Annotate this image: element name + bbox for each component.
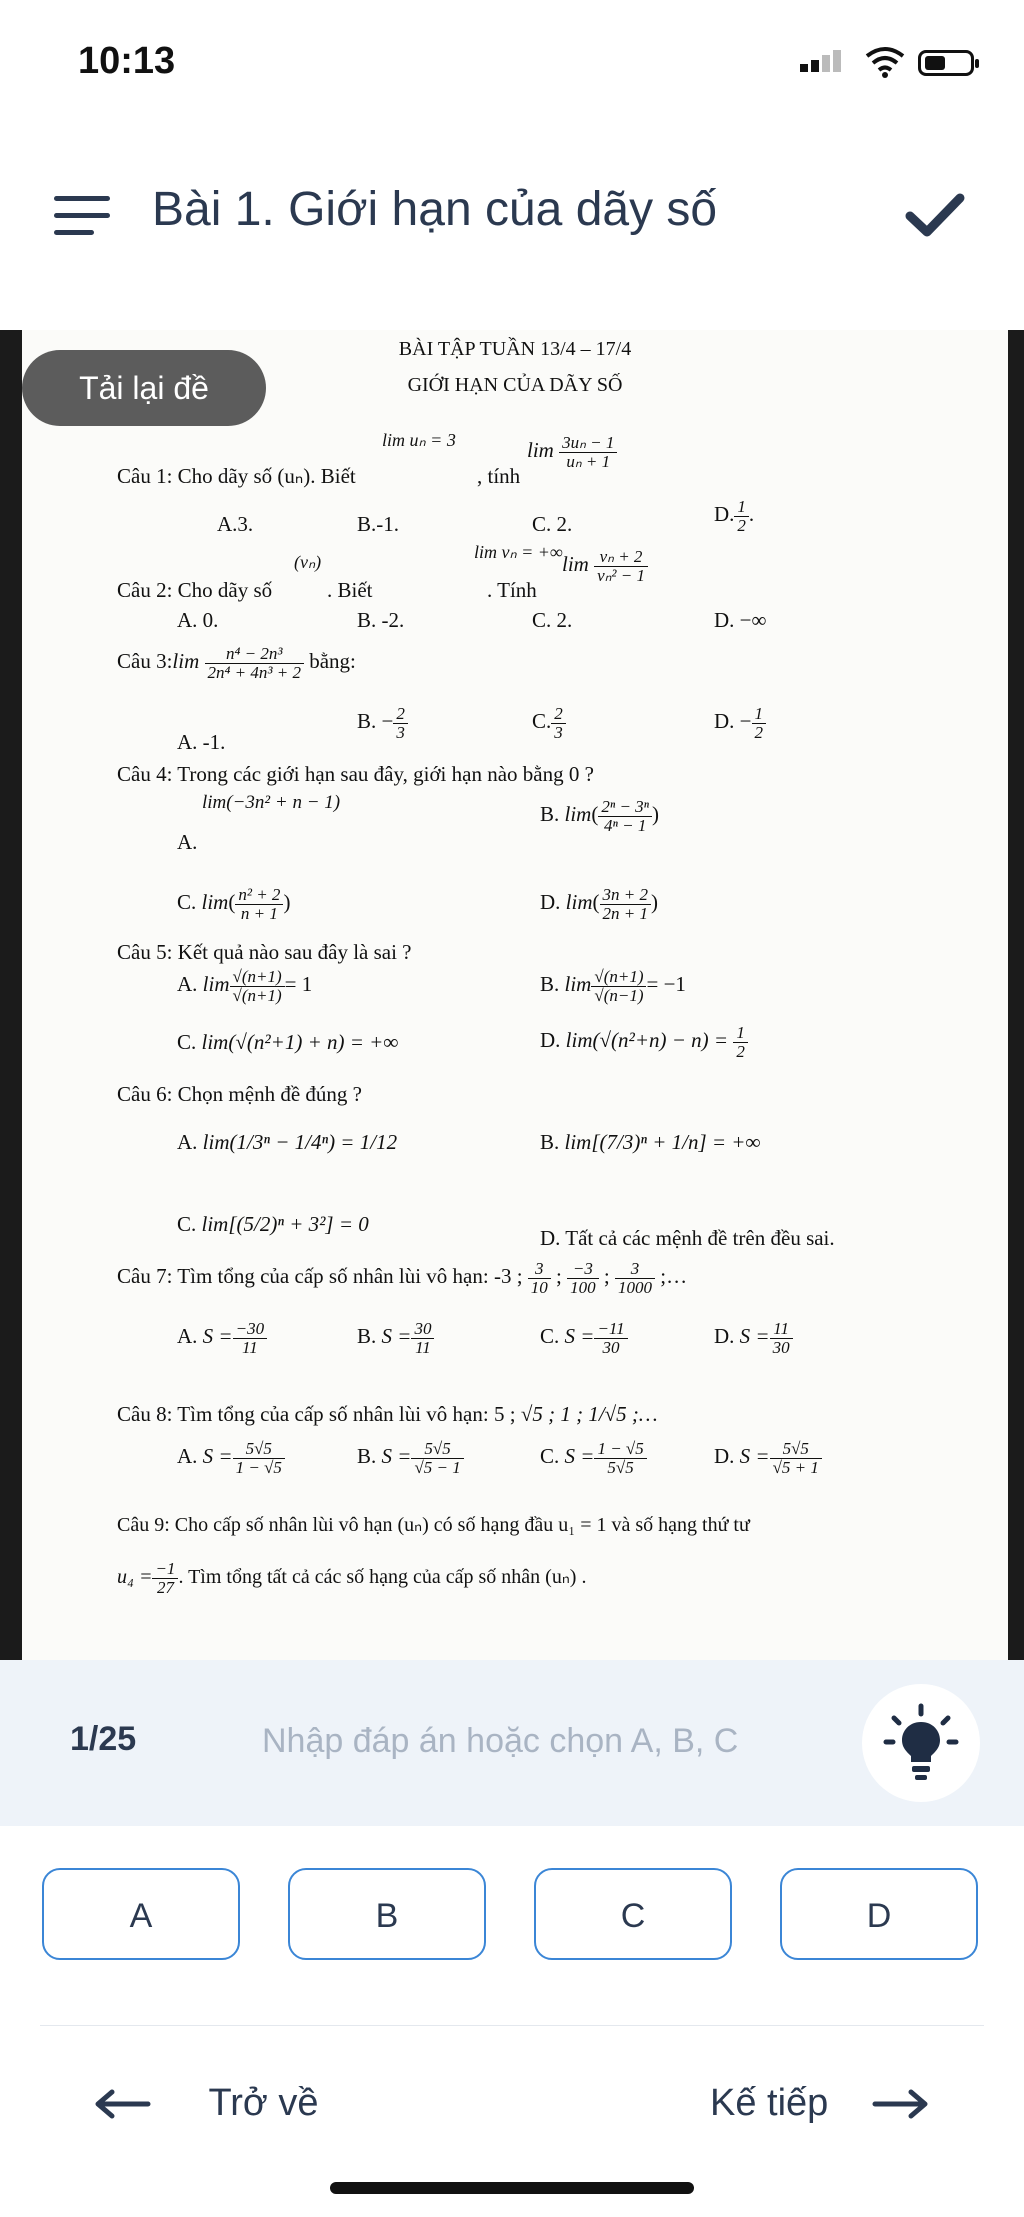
q4-option-b: B. lim( $\frac{\text{2ⁿ − 3ⁿ}}{\text{4ⁿ − 1}}$ ) [540, 797, 660, 835]
q7-option-a: A. S = $\frac{-30}{11}$ [177, 1320, 267, 1357]
reload-exam-button[interactable]: Tải lại đề [22, 350, 266, 426]
q1-option-a: A.3. [217, 512, 254, 536]
answer-bar [0, 1660, 1024, 1826]
arrow-left-icon [92, 2084, 152, 2124]
q3-option-d: D. − $\frac{1}{2}$ [714, 705, 766, 742]
q7-text: Câu 7: Tìm tổng của cấp số nhân lùi vô hạn: -3 ; $\frac{3}{10}$ ; $\frac{-3}{100}$ ; $\frac{3}{1000}$ ;… [117, 1259, 688, 1297]
q3-text: Câu 3:lim $\frac{\text{n⁴ − 2n³}}{\text{2n⁴ + 4n³ + 2}}$ bằng: [117, 644, 356, 682]
lightbulb-icon [862, 1684, 980, 1802]
doc-heading-topic: GIỚI HẠN CỦA DÃY SỐ [407, 374, 623, 396]
choice-c-button[interactable]: C [534, 1868, 732, 1960]
q3-option-b: B. − $\frac{2}{3}$ [357, 705, 408, 742]
divider [40, 2025, 984, 2026]
q1-option-b: B.-1. [357, 512, 399, 536]
next-label: Kế tiếp [710, 2082, 829, 2124]
arrow-right-icon [871, 2084, 931, 2124]
app-header [0, 150, 1024, 280]
q2-seq: (vₙ) [294, 552, 322, 572]
menu-icon[interactable] [54, 196, 110, 236]
page-title: Bài 1. Giới hạn của dãy số [152, 183, 718, 236]
q3-option-c: C. $\frac{2}{3}$ [532, 705, 566, 742]
back-button[interactable] [92, 2082, 319, 2142]
q2-text: Câu 2: Cho dãy số [117, 578, 273, 602]
q6-option-a: A. lim(1/3ⁿ − 1/4ⁿ) = 1/12 [177, 1130, 398, 1154]
status-time: 10:13 [78, 40, 176, 82]
q2-given: lim vₙ = +∞ [474, 542, 563, 562]
q8-option-d: D. S = $\frac{5√5}{√5 + 1}$ [714, 1440, 822, 1477]
q9-text: Câu 9: Cho cấp số nhân lùi vô hạn (uₙ) có số hạng đầu u₁ = 1 và số hạng thứ tư [117, 1514, 750, 1536]
q1-option-c: C. 2. [532, 512, 573, 536]
home-indicator[interactable] [330, 2182, 694, 2194]
wifi-icon [865, 46, 905, 86]
document-viewer[interactable] [0, 330, 1024, 1660]
q2-option-c: C. 2. [532, 608, 573, 632]
q8-option-b: B. S = $\frac{5√5}{√5 - 1}$ [357, 1440, 464, 1477]
q9-text-line2: u₄ = $\frac{-1}{27}$ . Tìm tổng tất cả các số hạng của cấp số nhân (uₙ) . [117, 1559, 587, 1597]
q4-option-d: D. lim( $\frac{3n + 2}{2n + 1}$ ) [540, 885, 658, 923]
q6-option-c: C. lim[(5/2)ⁿ + 3²] = 0 [177, 1212, 369, 1236]
q2-ask: . Tính [487, 578, 537, 602]
q7-option-d: D. S = $\frac{11}{30}$ [714, 1320, 793, 1357]
q1-text: Câu 1: Cho dãy số (uₙ). Biết [117, 464, 356, 488]
check-icon[interactable] [900, 180, 970, 250]
exam-document [22, 330, 1008, 1660]
answer-input[interactable] [260, 1708, 844, 1774]
q3-option-a: A. -1. [177, 730, 226, 754]
status-bar [0, 0, 1024, 120]
q7-option-c: C. S = $\frac{-11}{30}$ [540, 1320, 628, 1357]
next-button[interactable] [710, 2082, 931, 2142]
q1-ask: , tính [477, 464, 521, 488]
q6-option-d: D. Tất cả các mệnh đề trên đều sai. [540, 1226, 835, 1250]
q5-option-b: B. lim $\frac{√(n+1)}{√(n-1)}$ = −1 [540, 967, 686, 1005]
q5-option-c: C. lim(√(n²+1) + n) = +∞ [177, 1030, 399, 1054]
q6-text: Câu 6: Chọn mệnh đề đúng ? [117, 1082, 362, 1106]
q2-option-b: B. -2. [357, 608, 405, 632]
q1-expr: lim $\frac{\text{3uₙ − 1}}{\text{uₙ + 1}}$ [527, 434, 617, 471]
q4-option-c: C. lim( $\frac{\text{n² + 2}}{n + 1}$ ) [177, 885, 291, 923]
q2-option-a: A. 0. [177, 608, 219, 632]
q5-text: Câu 5: Kết quả nào sau đây là sai ? [117, 940, 412, 964]
choice-a-button[interactable]: A [42, 1868, 240, 1960]
q5-option-d: D. lim(√(n²+n) − n) = $\frac{1}{2}$ [540, 1024, 748, 1061]
back-label: Trở về [208, 2082, 319, 2124]
bottom-navigation [0, 2050, 1024, 2160]
battery-icon [918, 50, 974, 76]
choice-d-button[interactable]: D [780, 1868, 978, 1960]
q4-expr-a: lim(−3n² + n − 1) [202, 792, 341, 813]
q2-expr: lim $\frac{\text{vₙ + 2}}{\text{vₙ² − 1}}$ [562, 548, 648, 585]
hint-button[interactable] [862, 1684, 980, 1802]
q1-given: lim uₙ = 3 [382, 430, 456, 450]
q7-option-b: B. S = $\frac{30}{11}$ [357, 1320, 434, 1357]
q6-option-b: B. lim[(7/3)ⁿ + 1/n] = +∞ [540, 1130, 761, 1154]
q8-text: Câu 8: Tìm tổng của cấp số nhân lùi vô hạn: 5 ; √5 ; 1 ; 1/√5 ;… [117, 1402, 658, 1426]
q2-know: . Biết [327, 578, 373, 602]
choice-b-button[interactable]: B [288, 1868, 486, 1960]
signal-icon [800, 50, 844, 72]
choice-buttons [0, 1868, 1024, 1968]
q2-option-d: D. −∞ [714, 608, 767, 632]
q8-option-a: A. S = $\frac{5√5}{1 - √5}$ [177, 1440, 285, 1477]
q4-option-a: A. [177, 830, 198, 854]
q8-option-c: C. S = $\frac{1 - √5}{5√5}$ [540, 1440, 647, 1477]
q1-option-d: D. $\frac{1}{2}$ . [714, 497, 755, 535]
doc-heading-week: BÀI TẬP TUẦN 13/4 – 17/4 [398, 338, 632, 360]
q5-option-a: A. lim $\frac{√(n+1)}{√(n+1)}$ = 1 [177, 967, 313, 1005]
question-counter: 1/25 [70, 1720, 137, 1758]
q4-text: Câu 4: Trong các giới hạn sau đây, giới hạn nào bằng 0 ? [117, 762, 594, 786]
